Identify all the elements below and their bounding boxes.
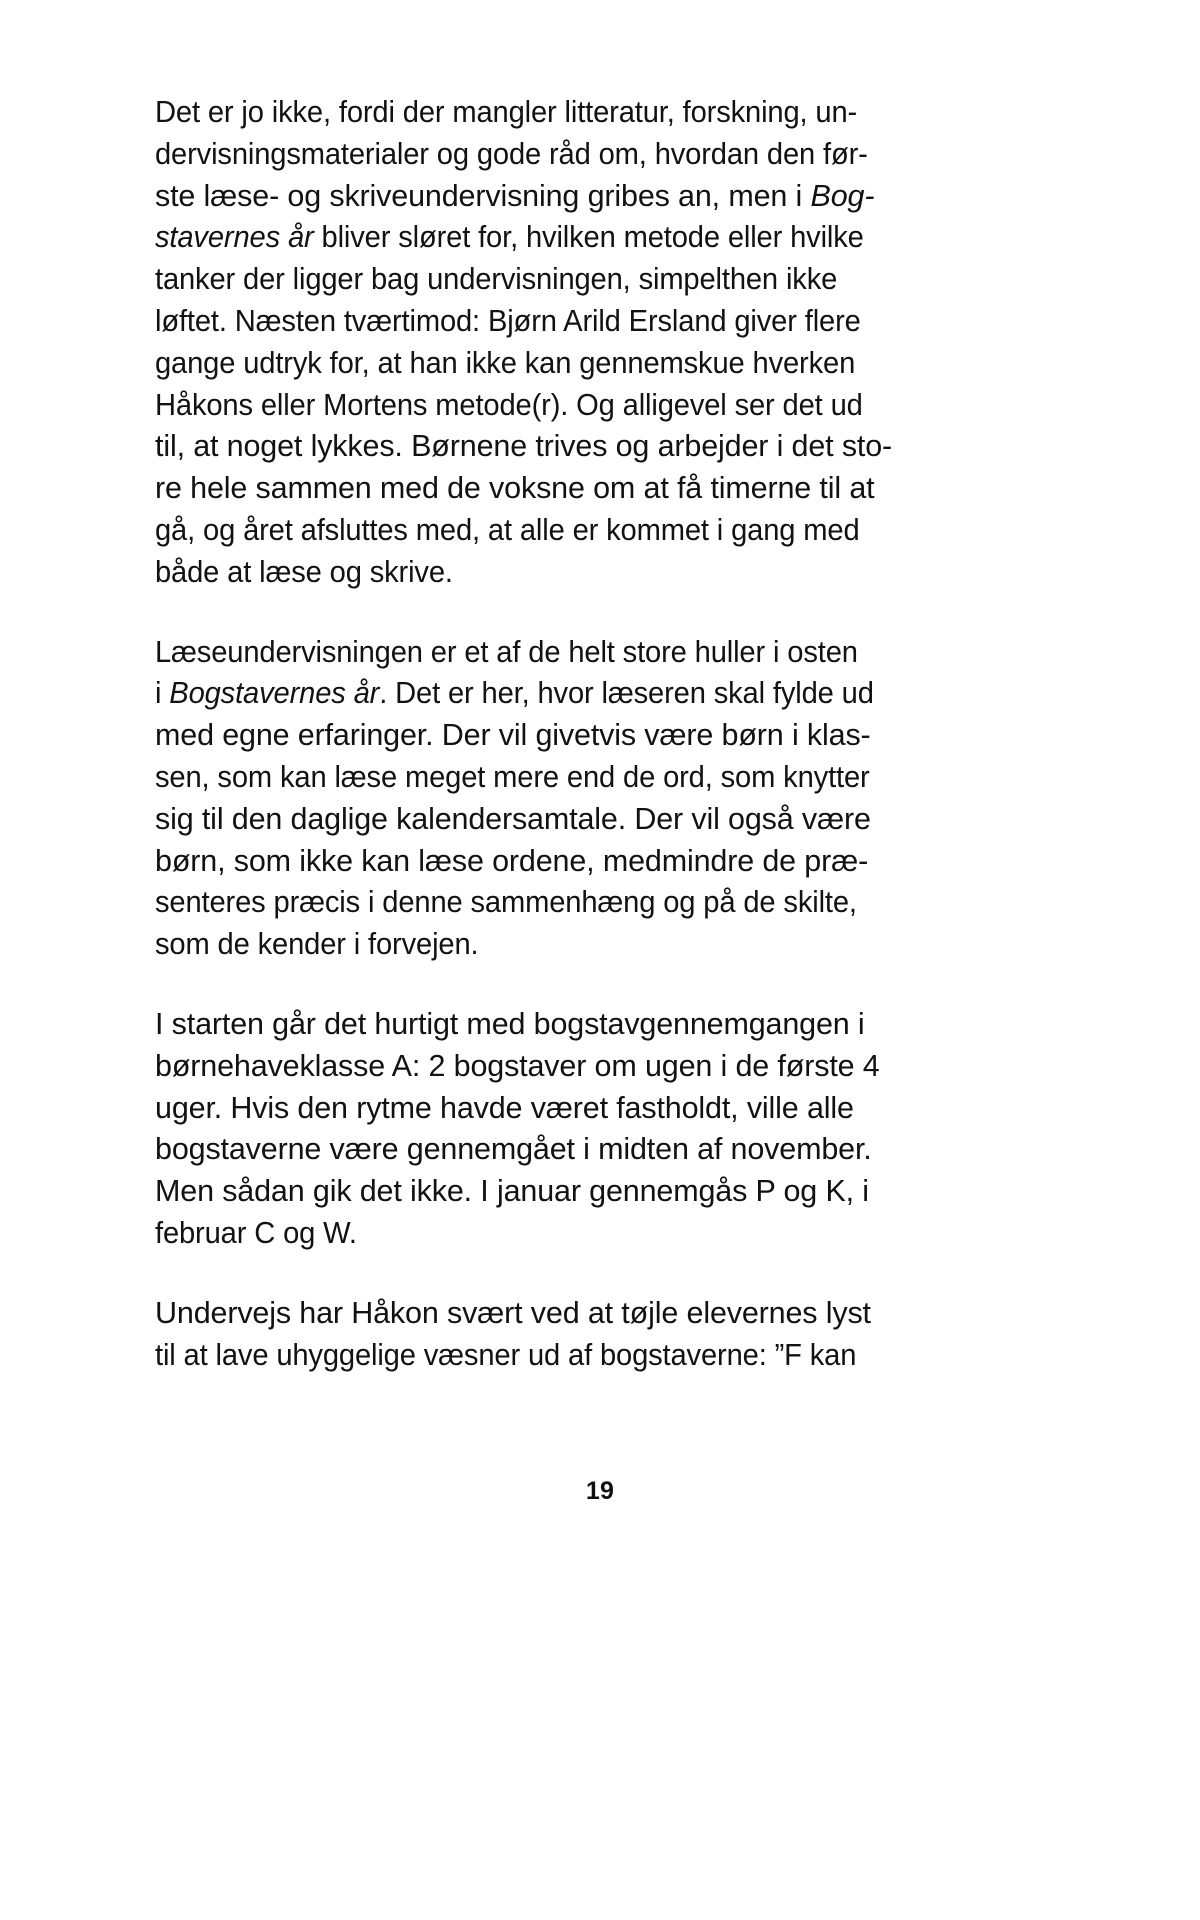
paragraph-1 [155,92,893,594]
paragraph-2-line-5: sig til den daglige kalendersamtale. Der vil også være [155,801,871,836]
paragraph-1-line-6: løftet. Næsten tværtimod: Bjørn Arild Ersland giver flere [155,303,861,338]
paragraph-3-line-3: uger. Hvis den rytme havde været fastholdt, ville alle [155,1090,854,1125]
paragraph-2-line-3: med egne erfaringer. Der vil givetvis være børn i klas- [155,718,871,753]
paragraph-2 [155,632,874,966]
book-title-italic-cont: stavernes år [155,220,314,255]
paragraph-1-line-9: til, at noget lykkes. Børnene trives og arbejder i det sto- [155,429,893,464]
paragraph-3-line-6: februar C og W. [155,1215,357,1250]
paragraph-3-line-2: børnehaveklasse A: 2 bogstaver om ugen i de første 4 [155,1048,880,1083]
paragraph-4-line-1: Undervejs har Håkon svært ved at tøjle elevernes lyst [155,1295,871,1330]
paragraph-1-line-5: tanker der ligger bag undervisningen, simpelthen ikke [155,262,838,297]
paragraph-3-line-5: Men sådan gik det ikke. I januar gennemgås P og K, i [155,1174,869,1209]
paragraph-4-line-2: til at lave uhyggelige væsner ud af bogstaverne: ”F kan [155,1337,857,1372]
page-number: 19 [585,1477,615,1505]
paragraph-1-line-1: Det er jo ikke, fordi der mangler litteratur, forskning, un- [155,95,858,129]
paragraph-1-line-2: dervisningsmaterialer og gode råd om, hvordan den før- [155,136,868,171]
paragraph-2-line-6: børn, som ikke kan læse ordene, medmindre de præ- [155,843,869,878]
paragraph-2-line-8: som de kender i forvejen. [155,927,479,962]
book-title-italic: Bogstavernes år [169,676,380,711]
paragraph-2-line-4: sen, som kan læse meget mere end de ord, som knytter [155,759,870,794]
paragraph-1-line-10: re hele sammen med de voksne om at få timerne til at [155,471,875,506]
paragraph-1-line-8: Håkons eller Mortens metode(r). Og alligevel ser det ud [155,387,863,422]
book-title-italic: Bog- [810,178,875,213]
paragraph-2-line-7: senteres præcis i denne sammenhæng og på de skilte, [155,885,857,920]
paragraph-2-line-1: Læseundervisningen er et af de helt store huller i osten [155,634,858,669]
paragraph-1-line-11: gå, og året afsluttes med, at alle er kommet i gang med [155,512,860,547]
paragraph-3 [155,1004,880,1255]
paragraph-1-line-7: gange udtryk for, at han ikke kan gennemskue hverken [155,345,856,380]
paragraph-2-line-2: i Bogstavernes år. Det er her, hvor læseren skal fylde ud [155,676,874,711]
paragraph-4 [155,1293,871,1377]
paragraph-1-line-3: ste læse- og skriveundervisning gribes an, men i Bog- [155,176,847,218]
paragraph-3-line-4: bogstaverne være gennemgået i midten af november. [155,1132,872,1167]
paragraph-1-line-12: både at læse og skrive. [155,554,453,589]
paragraph-3-line-1: I starten går det hurtigt med bogstavgennemgangen i [155,1006,865,1041]
paragraph-1-line-4: stavernes år bliver sløret for, hvilken metode eller hvilke [155,220,864,255]
text-column [155,92,893,1376]
